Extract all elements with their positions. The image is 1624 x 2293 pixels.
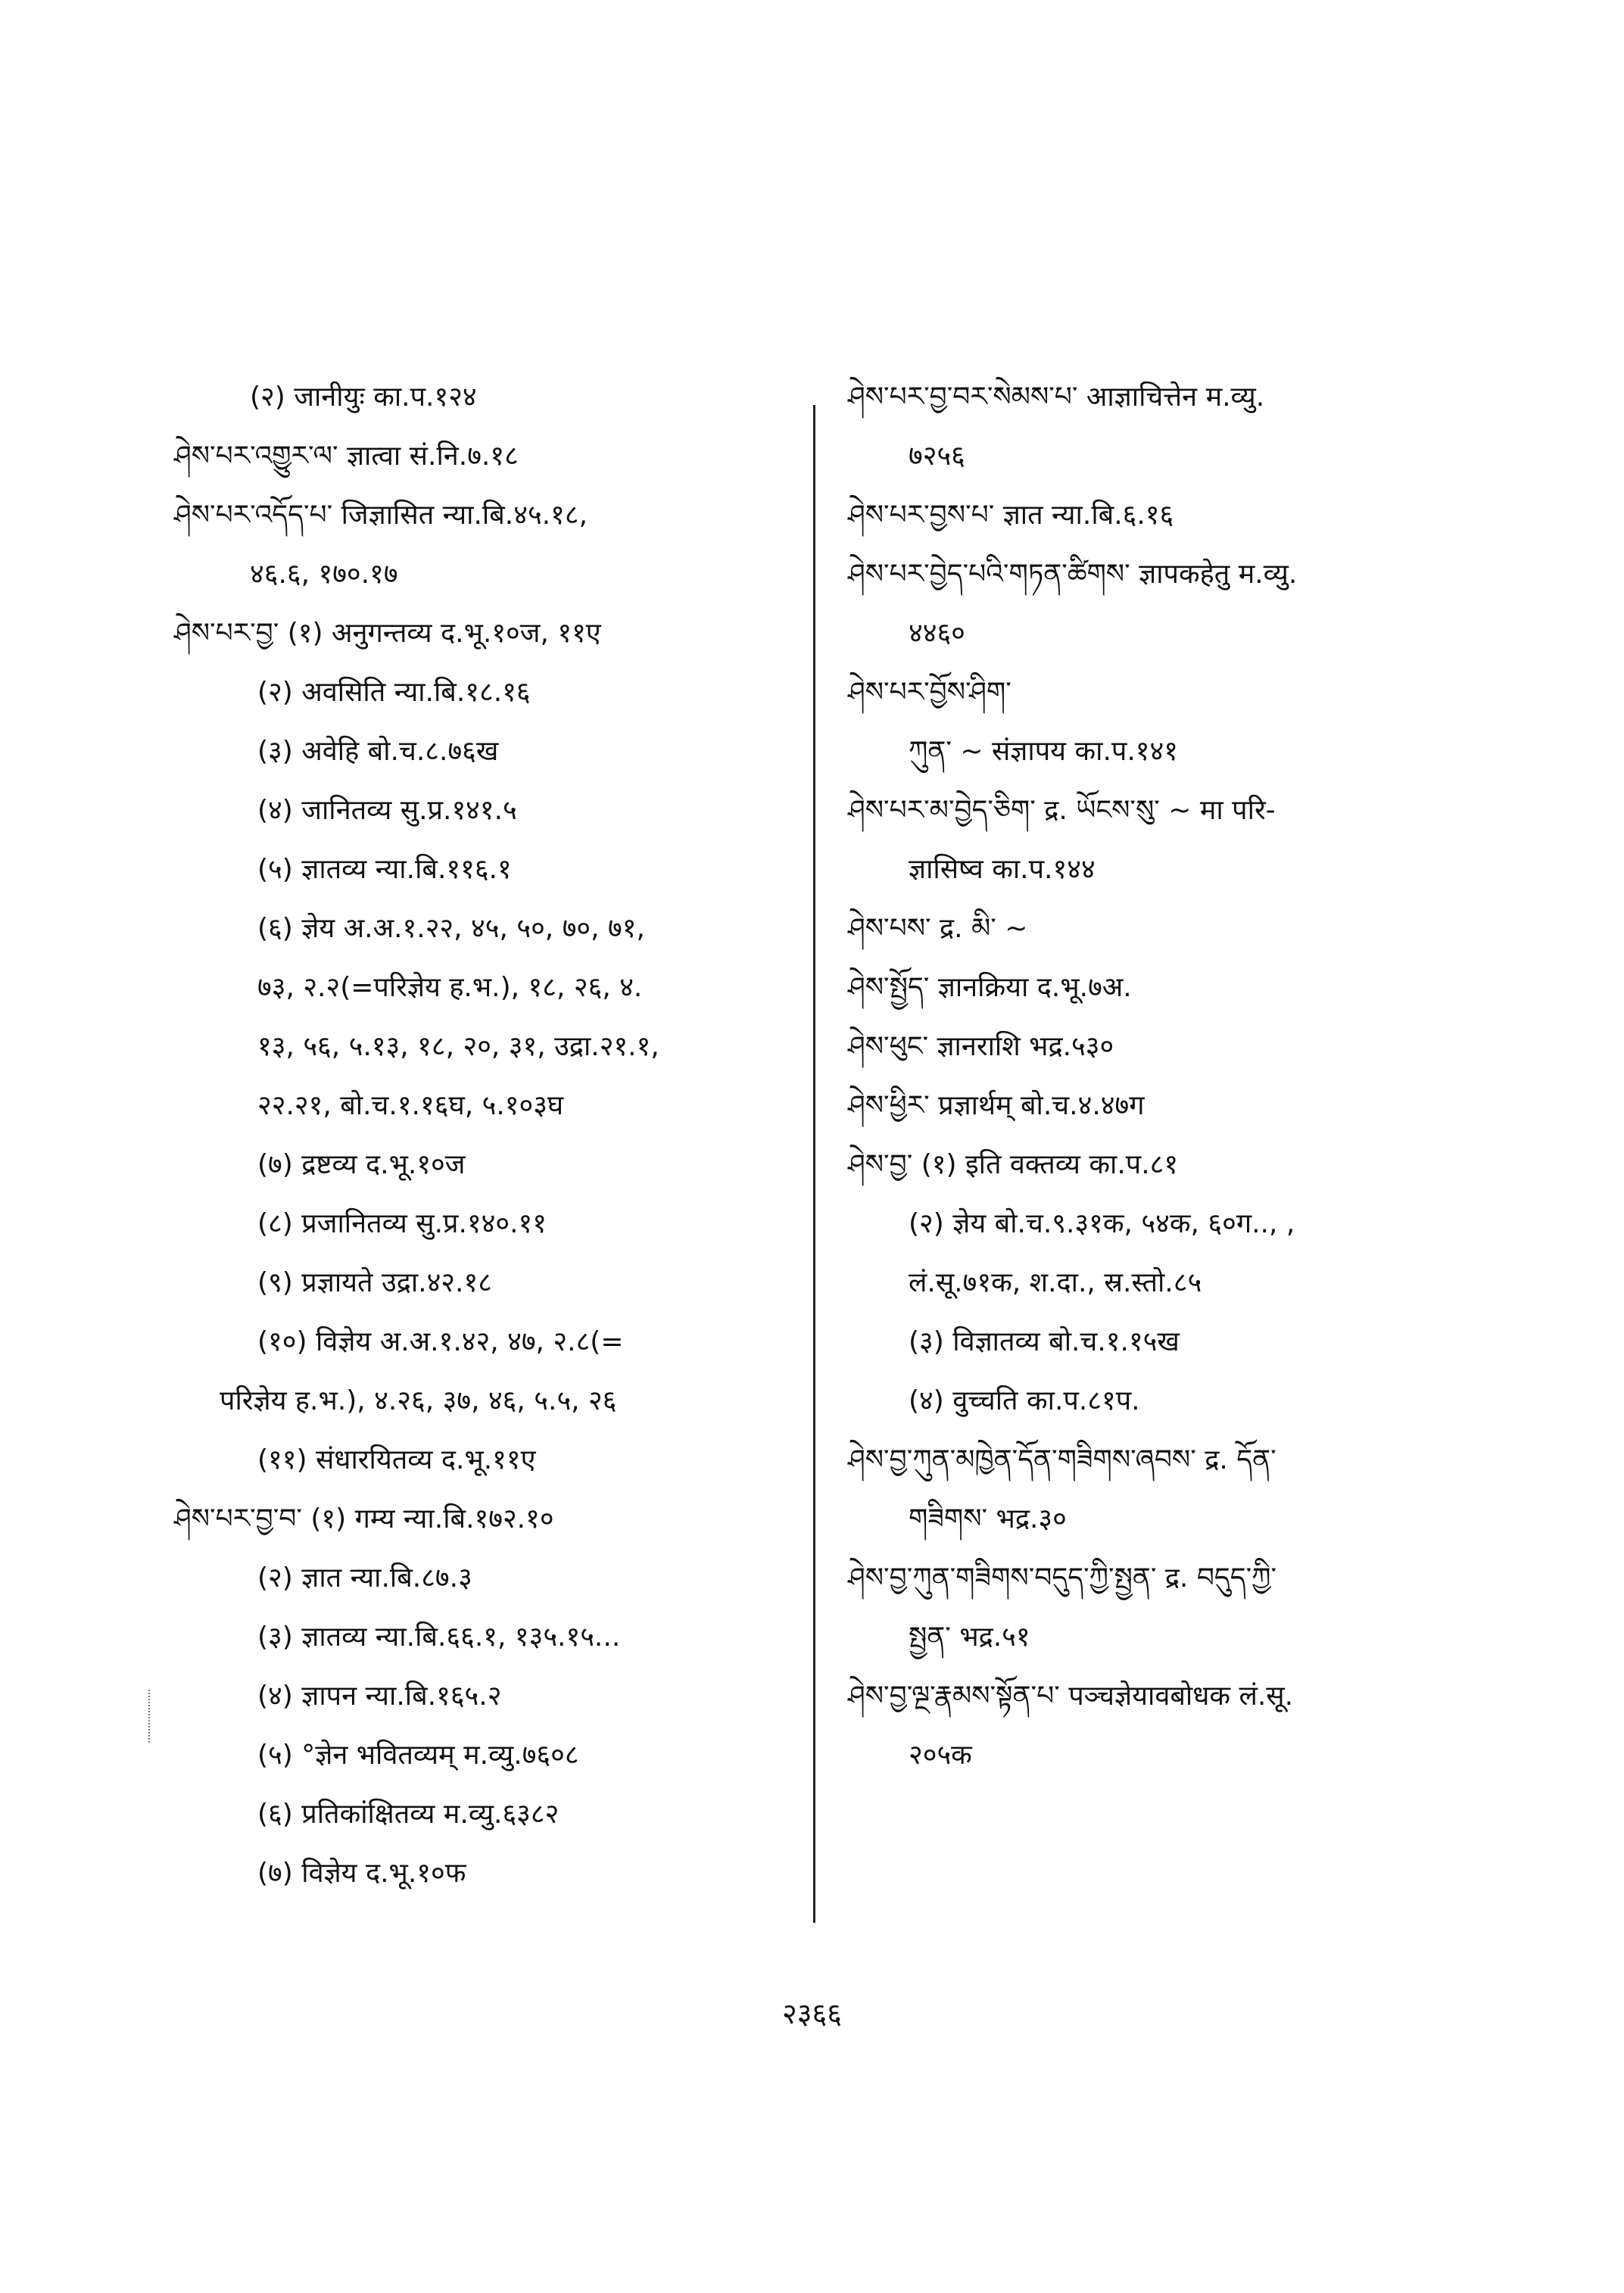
dictionary-line: ७३, २.२(=परिज्ञेय ह.भ.), १८, २६, ४. xyxy=(257,972,643,1003)
right-column xyxy=(848,382,1469,1799)
dictionary-line: १३, ५६, ५.१३, १८, २०, ३१, उद्रा.२१.१, xyxy=(257,1031,659,1062)
dictionary-line: (२) ज्ञेय बो.च.९.३१क, ५४क, ६०ग.., , xyxy=(909,1208,1295,1239)
dictionary-line: (२) ज्ञात न्या.बि.८७.३ xyxy=(257,1562,472,1594)
dictionary-line: སྤྱན་ भद्र.५१ xyxy=(909,1622,1030,1653)
dictionary-line: (४) जानितव्य सु.प्र.१४१.५ xyxy=(257,795,517,826)
dictionary-headword-line: ཤེས་ཕུང་ ज्ञानराशि भद्र.५३० xyxy=(848,1031,1114,1062)
dictionary-headword-line: ཤེས་པར་བྱ་བ་ (१) गम्य न्या.बि.१७२.१० xyxy=(174,1503,554,1534)
dictionary-line: (३) ज्ञातव्य न्या.बि.६६.१, १३५.१५... xyxy=(257,1622,621,1653)
dictionary-headword-line: ཤེས་ཕྱིར་ प्रज्ञार्थम् बो.च.४.४७ग xyxy=(848,1090,1145,1121)
dictionary-headword-line: ཤེས་པར་བྱས་པ་ ज्ञात न्या.बि.६.१६ xyxy=(848,500,1174,531)
dictionary-headword-line: ཤེས་བྱ་ལྔ་རྣམས་སྟོན་པ་ पञ्चज्ञेयावबोधक लं.सू. xyxy=(848,1681,1294,1712)
dictionary-line: २०५क xyxy=(909,1740,972,1771)
dictionary-line: ४४६० xyxy=(909,618,965,649)
dictionary-line: (३) विज्ञातव्य बो.च.१.१५ख xyxy=(909,1326,1180,1357)
dictionary-headword-line: ཤེས་བྱ་ཀུན་མཁྱེན་དོན་གཟིགས་ཞབས་ द्र. དོན་ xyxy=(848,1444,1276,1475)
dictionary-line: लं.सू.७१क, श.दा., स्र.स्तो.८५ xyxy=(909,1267,1202,1298)
dictionary-headword-line: ཤེས་པར་བྱ་བར་སེམས་པ་ आज्ञाचित्तेन म.व्यु. xyxy=(848,382,1265,413)
dictionary-line: (९) प्रज्ञायते उद्रा.४२.१८ xyxy=(257,1267,492,1298)
dictionary-line: (२) अवसिति न्या.बि.१८.१६ xyxy=(257,677,531,708)
dictionary-line: २२.२१, बो.च.१.१६घ, ५.१०३घ xyxy=(257,1090,564,1121)
dictionary-line: (१०) विज्ञेय अ.अ.१.४२, ४७, २.८(= xyxy=(257,1326,624,1357)
dictionary-headword-line: ཤེས་པར་འདོད་པ་ जिज्ञासित न्या.बि.४५.१८, xyxy=(174,500,588,531)
dictionary-line: (३) अवेहि बो.च.८.७६ख xyxy=(257,736,499,767)
dictionary-line: ज्ञासिष्व का.प.१४४ xyxy=(909,854,1096,885)
column-divider xyxy=(813,405,815,1923)
dictionary-line: ཀུན་ ~ संज्ञापय का.प.१४१ xyxy=(909,736,1178,767)
dictionary-headword-line: ཤེས་པར་འགྱུར་ལ་ ज्ञात्वा सं.नि.७.१८ xyxy=(174,441,519,472)
dictionary-line: परिज्ञेय ह.भ.), ४.२६, ३७, ४६, ५.५, २६ xyxy=(220,1385,617,1416)
dictionary-headword-line: ཤེས་པར་བྱོས་ཤིག་ xyxy=(848,677,1011,708)
dictionary-headword-line: ཤེས་སྤྱོད་ ज्ञानक्रिया द.भू.७अ. xyxy=(848,972,1132,1003)
dictionary-line: (७) द्रष्टव्य द.भू.१०ज xyxy=(257,1149,466,1180)
dictionary-line: (४) वुच्चति का.प.८१प. xyxy=(909,1385,1140,1416)
dictionary-headword-line: ཤེས་པས་ द्र. མི་ ~ xyxy=(848,913,1028,944)
dictionary-headword-line: ཤེས་པར་མ་བྱེད་ཅིག་ द्र. ཡོངས་སུ་ ~ मा परि- xyxy=(848,795,1276,826)
dictionary-line: (६) ज्ञेय अ.अ.१.२२, ४५, ५०, ७०, ७१, xyxy=(257,913,645,944)
dictionary-line: (५) °ज्ञेन भवितव्यम् म.व्यु.७६०८ xyxy=(257,1740,579,1771)
dictionary-headword-line: ཤེས་བྱ་ཀུན་གཟིགས་བདུད་ཀྱི་སྤྱན་ द्र. བདུད་ཀྱི་ xyxy=(848,1562,1277,1594)
dictionary-line: གཟིགས་ भद्र.३० xyxy=(909,1503,1067,1534)
dictionary-line: (४) ज्ञापन न्या.बि.१६५.२ xyxy=(257,1681,502,1712)
dictionary-line: (७) विज्ञेय द.भू.१०फ xyxy=(257,1858,466,1889)
dictionary-line: (११) संधारयितव्य द.भू.११ए xyxy=(257,1444,536,1475)
dictionary-line: ४६.६, १७०.१७ xyxy=(250,559,398,590)
dictionary-line: (६) प्रतिकांक्षितव्य म.व्यु.६३८२ xyxy=(257,1799,560,1830)
scan-mark xyxy=(148,1690,151,1743)
left-column xyxy=(174,382,795,1918)
dictionary-headword-line: ཤེས་པར་བྱ་ (१) अनुगन्तव्य द.भू.१०ज, ११ए xyxy=(174,618,601,649)
dictionary-line: ७२५६ xyxy=(909,441,965,472)
dictionary-headword-line: ཤེས་པར་བྱེད་པའི་གཏན་ཚིགས་ ज्ञापकहेतु म.व्यु. xyxy=(848,559,1298,590)
dictionary-line: (८) प्रजानितव्य सु.प्र.१४०.११ xyxy=(257,1208,547,1239)
page-number: २३६६ xyxy=(781,1997,843,2030)
dictionary-line: (५) ज्ञातव्य न्या.बि.११६.१ xyxy=(257,854,512,885)
dictionary-line: (२) जानीयुः का.प.१२४ xyxy=(250,382,477,413)
dictionary-headword-line: ཤེས་བྱ་ (१) इति वक्तव्य का.प.८१ xyxy=(848,1149,1179,1180)
